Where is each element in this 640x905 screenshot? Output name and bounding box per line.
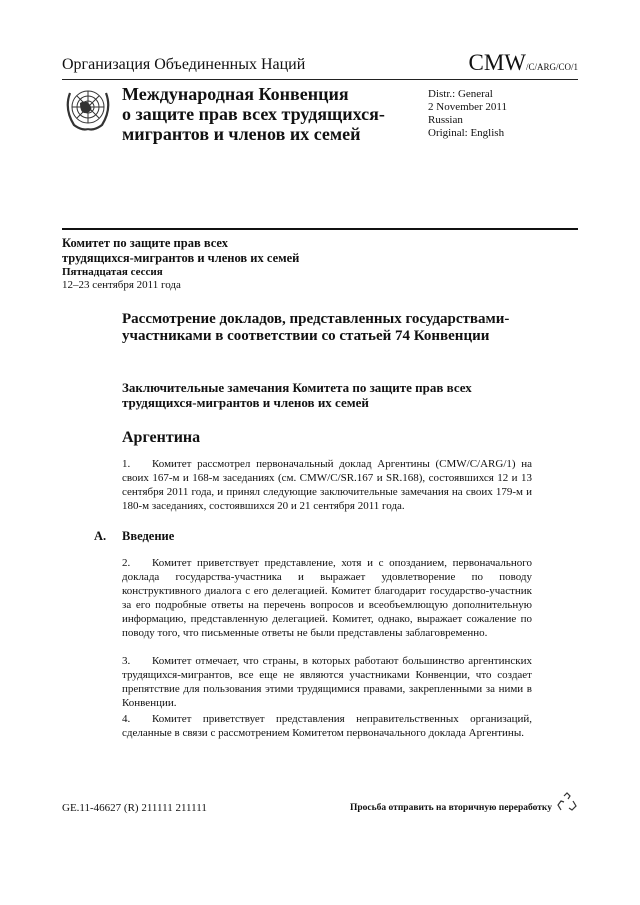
- header-divider: [62, 79, 578, 80]
- symbol-main: CMW: [468, 50, 526, 75]
- paragraph-text: Комитет отмечает, что страны, в которых работают большинство аргентинских трудящихся-мигрантов, все еще не являются участниками Конвенции, что создает препятствие для пользования этими трудящимися правами, закрепленными за ними в Конвенции.: [122, 655, 532, 709]
- section-divider: [62, 228, 578, 230]
- paragraph-number: 3.: [122, 655, 131, 667]
- convention-title-line: о защите прав всех трудящихся-: [122, 104, 385, 124]
- convention-title-line: мигрантов и членов их семей: [122, 124, 361, 144]
- paragraph-number: 2.: [122, 557, 131, 569]
- document-subheading: Заключительные замечания Комитета по защите прав всех трудящихся-мигрантов и членов их семей: [122, 380, 472, 410]
- recycle-icon: [556, 792, 578, 814]
- committee-name-line: трудящихся-мигрантов и членов их семей: [62, 251, 300, 265]
- job-number: GE.11-46627 (R) 211111 211111: [62, 802, 207, 814]
- distribution-info: [428, 88, 507, 140]
- paragraph-number: 4.: [122, 713, 131, 725]
- committee-name-line: Комитет по защите прав всех: [62, 236, 228, 250]
- document-language: Russian: [428, 114, 463, 126]
- paragraph-text: Комитет приветствует представление, хотя и с опозданием, первоначального доклада государства-участника и выражает удовлетворение по поводу конструктивного диалога с его делегацией. Комитет благодарит государство-участник за его подробные ответы на перечень вопросов и всеобъемлющую дополнительную информацию, представленную делегацией. Комитет, однако, выражает сожаление по поводу того, что письменные ответы не были представлены заблаговременно.: [122, 557, 532, 639]
- recycle-note: Просьба отправить на вторичную переработку: [350, 803, 552, 813]
- paragraph-4: [122, 712, 532, 740]
- session-name: Пятнадцатая сессия: [62, 266, 163, 278]
- committee-info: [62, 236, 299, 292]
- paragraph-text: Комитет рассмотрел первоначальный доклад Аргентины (CMW/C/ARG/1) на своих 167-м и 168-м заседаниях (см. CMW/C/SR.167 и SR.168), состоявшихся 12 и 13 сентября 2011 года, и принял следующие заключительные замечания на своих 179-м и 180-м заседаниях, состоявшихся 20 и 21 сентября 2011 года.: [122, 458, 532, 512]
- section-title: Введение: [122, 529, 175, 543]
- document-heading: Рассмотрение докладов, представленных государствами-участниками в соответствии со статьей 74 Конвенции: [122, 311, 510, 344]
- section-letter: A.: [94, 529, 107, 543]
- un-emblem-icon: [62, 83, 114, 133]
- document-date: 2 November 2011: [428, 101, 508, 113]
- paragraph-3: [122, 654, 532, 710]
- paragraph-text: Комитет приветствует представления неправительственных организаций, сделанные в связи с рассмотрением Комитетом первоначального доклада Аргентины.: [122, 713, 532, 739]
- document-symbol: [468, 50, 578, 76]
- convention-title-line: Международная Конвенция: [122, 84, 349, 104]
- convention-title: [122, 84, 385, 144]
- distribution-status: Distr.: General: [428, 88, 493, 100]
- paragraph-1: [122, 457, 532, 513]
- country-heading: Аргентина: [122, 429, 201, 446]
- paragraph-number: 1.: [122, 458, 131, 470]
- symbol-suffix: /C/ARG/CO/1: [525, 62, 578, 72]
- original-language: Original: English: [428, 127, 505, 139]
- organization-name: Организация Объединенных Наций: [62, 56, 306, 73]
- session-dates: 12–23 сентября 2011 года: [62, 279, 181, 291]
- paragraph-2: [122, 556, 532, 640]
- section-a-heading: [94, 529, 174, 544]
